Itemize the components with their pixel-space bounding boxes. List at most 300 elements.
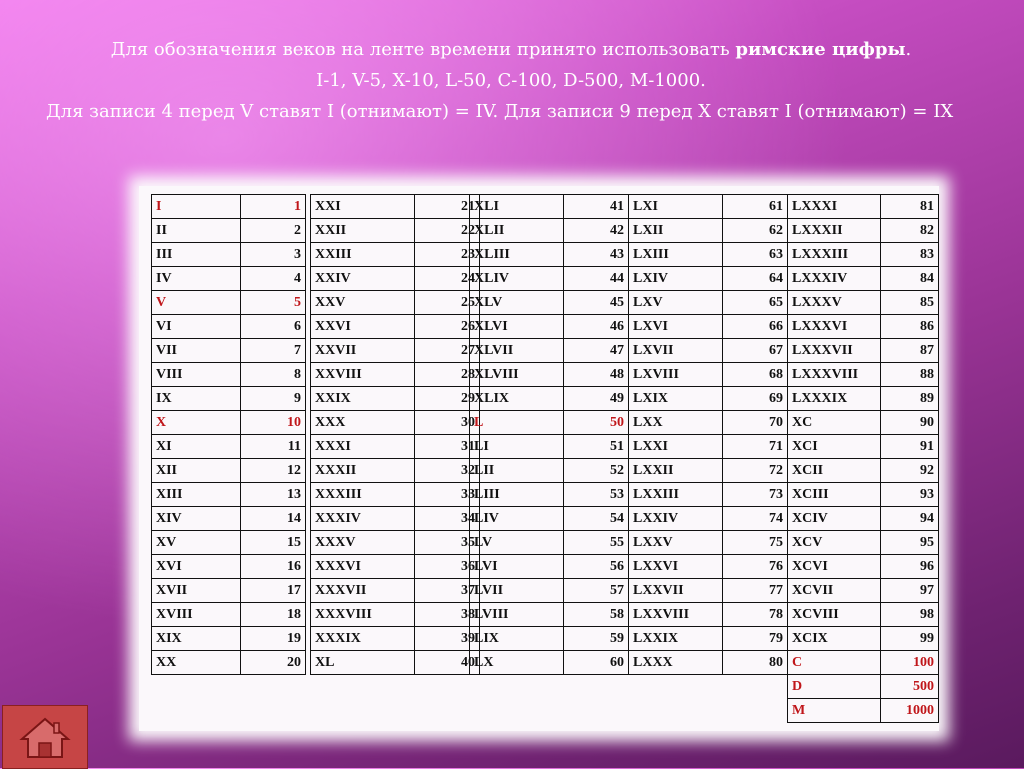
arabic-number-cell: 85 [880,291,938,315]
roman-numeral-cell: LX [470,651,564,675]
intro-line-3: Для записи 4 перед V ставят I (отнимают) = IV. Для записи 9 перед X ставят I (отнимают) = IX [46,101,954,122]
arabic-number-cell: 79 [723,627,788,651]
table-row [311,603,480,627]
roman-numeral-cell: LV [470,531,564,555]
table-row [152,627,306,651]
table-row [311,339,480,363]
arabic-number-cell: 40 [415,651,480,675]
roman-numeral-cell: LXV [629,291,723,315]
table-row [629,267,788,291]
roman-numeral-cell: LXXXV [788,291,881,315]
table-row [311,651,480,675]
roman-numeral-cell: III [152,243,241,267]
roman-numeral-cell: XCIV [788,507,881,531]
table-row [788,387,939,411]
arabic-number-cell: 70 [723,411,788,435]
roman-numeral-cell: XCVII [788,579,881,603]
roman-numeral-cell: XXXV [311,531,415,555]
roman-numeral-cell: LXXIII [629,483,723,507]
arabic-number-cell: 94 [880,507,938,531]
roman-numeral-cell: LXX [629,411,723,435]
roman-numeral-cell: LIV [470,507,564,531]
roman-numeral-cell: X [152,411,241,435]
roman-numeral-cell: XLIV [470,267,564,291]
table-row [629,243,788,267]
roman-numeral-cell: XIX [152,627,241,651]
table-row [152,411,306,435]
table-row [152,243,306,267]
numeral-column-1 [151,194,306,675]
table-row [470,555,629,579]
table-row [788,627,939,651]
roman-numeral-cell: XLIII [470,243,564,267]
arabic-number-cell: 91 [880,435,938,459]
roman-numeral-cell: M [788,699,881,723]
table-row [152,459,306,483]
table-row [788,291,939,315]
table-row [470,459,629,483]
arabic-number-cell: 84 [880,267,938,291]
table-row [788,483,939,507]
table-row [629,555,788,579]
table-row [152,435,306,459]
arabic-number-cell: 41 [564,195,629,219]
table-row [470,507,629,531]
table-row [311,435,480,459]
table-row [788,243,939,267]
arabic-number-cell: 13 [241,483,306,507]
table-row [470,435,629,459]
arabic-number-cell: 43 [564,243,629,267]
roman-numeral-cell: LXXXVII [788,339,881,363]
table-row [470,387,629,411]
arabic-number-cell: 46 [564,315,629,339]
arabic-number-cell: 89 [880,387,938,411]
roman-numeral-cell: LI [470,435,564,459]
table-row [788,651,939,675]
arabic-number-cell: 12 [241,459,306,483]
table-row [788,411,939,435]
table-row [788,195,939,219]
table-row [152,483,306,507]
roman-numerals-table [139,186,939,731]
numeral-column-4 [628,194,788,675]
arabic-number-cell: 88 [880,363,938,387]
table-row [311,387,480,411]
table-row [470,627,629,651]
arabic-number-cell: 77 [723,579,788,603]
table-row [311,579,480,603]
table-row [788,699,939,723]
arabic-number-cell: 69 [723,387,788,411]
roman-numeral-cell: XXXII [311,459,415,483]
table-row [629,339,788,363]
arabic-number-cell: 59 [564,627,629,651]
table-row [152,315,306,339]
arabic-number-cell: 18 [241,603,306,627]
roman-numeral-cell: LIII [470,483,564,507]
table-row [629,315,788,339]
roman-numeral-cell: XII [152,459,241,483]
roman-numeral-cell: LXXVI [629,555,723,579]
roman-numeral-cell: XXXI [311,435,415,459]
home-button[interactable] [2,705,88,769]
arabic-number-cell: 86 [880,315,938,339]
roman-numeral-cell: XLVI [470,315,564,339]
arabic-number-cell: 78 [723,603,788,627]
table-row [470,603,629,627]
table-row [629,459,788,483]
table-row [470,243,629,267]
table-row [311,363,480,387]
roman-numeral-cell: XXXVIII [311,603,415,627]
roman-numeral-cell: V [152,291,241,315]
table-row [629,483,788,507]
table-row [152,651,306,675]
roman-numeral-cell: XVIII [152,603,241,627]
arabic-number-cell: 24 [415,267,480,291]
table-row [311,411,480,435]
roman-numeral-cell: XVII [152,579,241,603]
roman-numeral-cell: LXIX [629,387,723,411]
arabic-number-cell: 500 [880,675,938,699]
roman-numeral-cell: XXVIII [311,363,415,387]
arabic-number-cell: 62 [723,219,788,243]
roman-numeral-cell: XCVI [788,555,881,579]
arabic-number-cell: 19 [241,627,306,651]
arabic-number-cell: 99 [880,627,938,651]
table-row [470,291,629,315]
arabic-number-cell: 52 [564,459,629,483]
arabic-number-cell: 23 [415,243,480,267]
numeral-column-3 [469,194,629,675]
arabic-number-cell: 92 [880,459,938,483]
arabic-number-cell: 63 [723,243,788,267]
roman-numeral-cell: XV [152,531,241,555]
arabic-number-cell: 29 [415,387,480,411]
table-row [788,339,939,363]
arabic-number-cell: 27 [415,339,480,363]
arabic-number-cell: 22 [415,219,480,243]
table-row [152,555,306,579]
table-row [629,627,788,651]
arabic-number-cell: 35 [415,531,480,555]
table-row [311,243,480,267]
arabic-number-cell: 73 [723,483,788,507]
arabic-number-cell: 67 [723,339,788,363]
arabic-number-cell: 82 [880,219,938,243]
table-row [470,267,629,291]
table-row [788,531,939,555]
roman-numeral-cell: XX [152,651,241,675]
roman-numeral-cell: XXII [311,219,415,243]
arabic-number-cell: 50 [564,411,629,435]
roman-numeral-cell: XXXIX [311,627,415,651]
table-row [311,459,480,483]
roman-numeral-cell: XXIX [311,387,415,411]
table-row [629,435,788,459]
table-row [629,291,788,315]
arabic-number-cell: 51 [564,435,629,459]
arabic-number-cell: 9 [241,387,306,411]
table-row [152,267,306,291]
table-row [629,603,788,627]
intro-line-1 [46,34,976,65]
roman-numeral-cell: VIII [152,363,241,387]
arabic-number-cell: 93 [880,483,938,507]
arabic-number-cell: 47 [564,339,629,363]
arabic-number-cell: 42 [564,219,629,243]
roman-numeral-cell: LXIII [629,243,723,267]
roman-numeral-cell: LXVII [629,339,723,363]
roman-numeral-cell: C [788,651,881,675]
roman-numeral-cell: LXXXVI [788,315,881,339]
table-row [152,291,306,315]
table-row [311,507,480,531]
roman-numeral-cell: LII [470,459,564,483]
table-row [152,195,306,219]
intro-line-2: I-1, V-5, X-10, L-50, C-100, D-500, M-1000. [316,70,706,91]
arabic-number-cell: 75 [723,531,788,555]
arabic-number-cell: 87 [880,339,938,363]
arabic-number-cell: 11 [241,435,306,459]
arabic-number-cell: 45 [564,291,629,315]
roman-numeral-cell: XXVII [311,339,415,363]
table-row [152,579,306,603]
arabic-number-cell: 60 [564,651,629,675]
roman-numeral-cell: XVI [152,555,241,579]
table-row [470,579,629,603]
roman-numeral-cell: XCII [788,459,881,483]
table-row [311,267,480,291]
arabic-number-cell: 61 [723,195,788,219]
arabic-number-cell: 8 [241,363,306,387]
arabic-number-cell: 95 [880,531,938,555]
arabic-number-cell: 2 [241,219,306,243]
roman-numeral-cell: LXXII [629,459,723,483]
arabic-number-cell: 7 [241,339,306,363]
arabic-number-cell: 100 [880,651,938,675]
arabic-number-cell: 97 [880,579,938,603]
table-row [629,579,788,603]
arabic-number-cell: 16 [241,555,306,579]
roman-numeral-cell: LXXVIII [629,603,723,627]
roman-numeral-cell: VII [152,339,241,363]
table-row [470,531,629,555]
arabic-number-cell: 72 [723,459,788,483]
arabic-number-cell: 32 [415,459,480,483]
arabic-number-cell: 66 [723,315,788,339]
arabic-number-cell: 31 [415,435,480,459]
table-row [629,195,788,219]
arabic-number-cell: 30 [415,411,480,435]
table-row [788,603,939,627]
table-row [311,555,480,579]
table-row [152,507,306,531]
arabic-number-cell: 38 [415,603,480,627]
roman-numeral-cell: LXIV [629,267,723,291]
numeral-column-2 [310,194,480,675]
roman-numeral-cell: LXXIV [629,507,723,531]
roman-numeral-cell: D [788,675,881,699]
roman-numeral-cell: LXI [629,195,723,219]
roman-numeral-cell: LXXXIII [788,243,881,267]
roman-numeral-cell: LXXXIX [788,387,881,411]
roman-numeral-cell: XXXVI [311,555,415,579]
table-row [629,531,788,555]
arabic-number-cell: 33 [415,483,480,507]
roman-numeral-cell: LVII [470,579,564,603]
arabic-number-cell: 53 [564,483,629,507]
arabic-number-cell: 54 [564,507,629,531]
table-row [629,219,788,243]
table-row [629,387,788,411]
roman-numeral-cell: XXVI [311,315,415,339]
roman-numeral-cell: LIX [470,627,564,651]
roman-numeral-cell: LXXV [629,531,723,555]
table-row [788,363,939,387]
table-row [470,339,629,363]
arabic-number-cell: 48 [564,363,629,387]
table-row [152,219,306,243]
arabic-number-cell: 28 [415,363,480,387]
intro-roman-numerals-term: римские цифры [735,39,906,60]
arabic-number-cell: 17 [241,579,306,603]
arabic-number-cell: 6 [241,315,306,339]
table-row [152,339,306,363]
arabic-number-cell: 4 [241,267,306,291]
roman-numeral-cell: XCV [788,531,881,555]
roman-numeral-cell: XLV [470,291,564,315]
table-row [311,291,480,315]
arabic-number-cell: 56 [564,555,629,579]
roman-numeral-cell: XCIX [788,627,881,651]
intro-line-1-end: . [905,39,912,60]
arabic-number-cell: 81 [880,195,938,219]
roman-numeral-cell: XXXVII [311,579,415,603]
arabic-number-cell: 71 [723,435,788,459]
roman-numeral-cell: XXX [311,411,415,435]
roman-numeral-cell: XXIII [311,243,415,267]
arabic-number-cell: 14 [241,507,306,531]
roman-numeral-cell: LXXXII [788,219,881,243]
roman-numeral-cell: XCVIII [788,603,881,627]
table-row [470,651,629,675]
arabic-number-cell: 15 [241,531,306,555]
arabic-number-cell: 98 [880,603,938,627]
roman-numeral-cell: LXXIX [629,627,723,651]
arabic-number-cell: 26 [415,315,480,339]
table-row [470,483,629,507]
roman-numeral-cell: LXXXI [788,195,881,219]
roman-numeral-cell: LXXI [629,435,723,459]
roman-numeral-cell: XIV [152,507,241,531]
roman-numeral-cell: LVIII [470,603,564,627]
table-row [788,219,939,243]
arabic-number-cell: 3 [241,243,306,267]
table-row [629,651,788,675]
roman-numeral-cell: LXII [629,219,723,243]
arabic-number-cell: 34 [415,507,480,531]
table-row [788,267,939,291]
arabic-number-cell: 76 [723,555,788,579]
roman-numeral-cell: XCI [788,435,881,459]
home-icon [19,715,71,759]
table-row [788,675,939,699]
table-row [788,555,939,579]
table-row [788,579,939,603]
arabic-number-cell: 1 [241,195,306,219]
arabic-number-cell: 44 [564,267,629,291]
arabic-number-cell: 74 [723,507,788,531]
roman-numeral-cell: XCIII [788,483,881,507]
arabic-number-cell: 65 [723,291,788,315]
arabic-number-cell: 80 [723,651,788,675]
roman-numeral-cell: LXXXVIII [788,363,881,387]
table-row [470,219,629,243]
table-row [629,411,788,435]
arabic-number-cell: 20 [241,651,306,675]
arabic-number-cell: 55 [564,531,629,555]
arabic-number-cell: 64 [723,267,788,291]
arabic-number-cell: 10 [241,411,306,435]
arabic-number-cell: 68 [723,363,788,387]
intro-line-1-text: Для обозначения веков на ленте времени принято использовать [110,39,736,60]
table-row [788,315,939,339]
table-row [152,387,306,411]
roman-numeral-cell: XLIX [470,387,564,411]
arabic-number-cell: 83 [880,243,938,267]
arabic-number-cell: 25 [415,291,480,315]
table-row [788,459,939,483]
table-row [470,195,629,219]
table-row [470,411,629,435]
arabic-number-cell: 90 [880,411,938,435]
roman-numeral-cell: LXXXIV [788,267,881,291]
arabic-number-cell: 1000 [880,699,938,723]
roman-numeral-cell: LXXX [629,651,723,675]
table-row [152,603,306,627]
table-row [470,315,629,339]
table-row [311,195,480,219]
arabic-number-cell: 57 [564,579,629,603]
arabic-number-cell: 39 [415,627,480,651]
roman-numeral-cell: XXIV [311,267,415,291]
roman-numeral-cell: L [470,411,564,435]
roman-numeral-cell: XI [152,435,241,459]
table-row [470,363,629,387]
roman-numeral-cell: XIII [152,483,241,507]
arabic-number-cell: 96 [880,555,938,579]
roman-numeral-cell: XXV [311,291,415,315]
roman-numeral-cell: XXI [311,195,415,219]
table-row [629,507,788,531]
roman-numeral-cell: XLVIII [470,363,564,387]
roman-numeral-cell: XLVII [470,339,564,363]
table-row [311,531,480,555]
table-row [629,363,788,387]
intro-text [46,34,976,127]
table-row [152,531,306,555]
table-row [311,315,480,339]
table-row [788,507,939,531]
roman-numeral-cell: XXXIII [311,483,415,507]
table-row [152,363,306,387]
roman-numeral-cell: I [152,195,241,219]
roman-numeral-cell: XC [788,411,881,435]
roman-numeral-cell: IV [152,267,241,291]
roman-numeral-cell: XL [311,651,415,675]
